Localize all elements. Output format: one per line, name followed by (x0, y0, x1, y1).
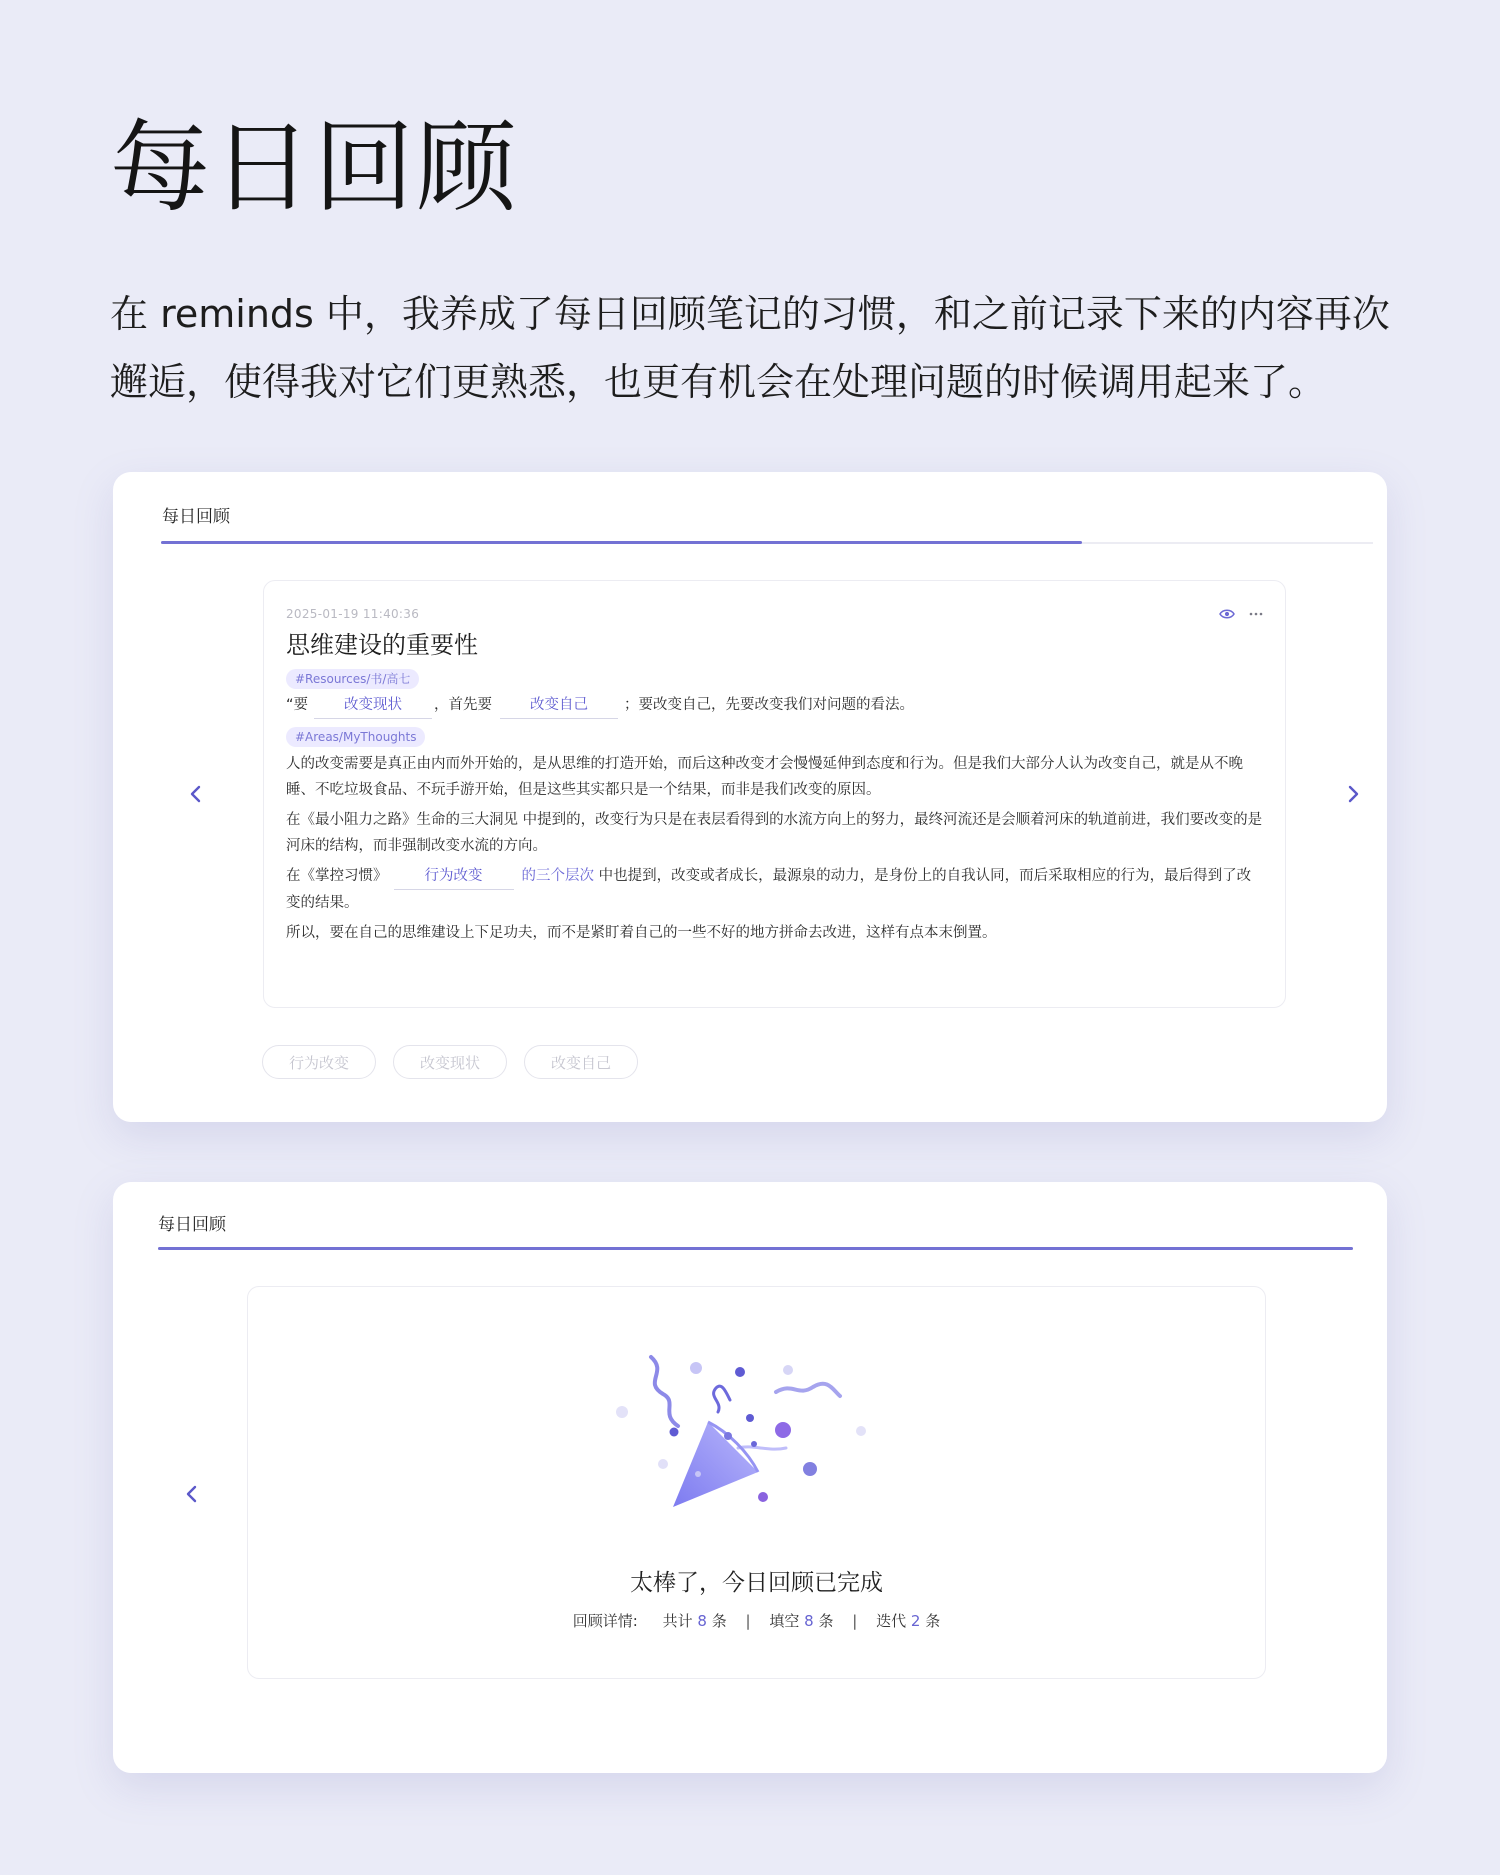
fill-in-line (286, 692, 1263, 719)
completion-panel (247, 1286, 1266, 1679)
chip-answer[interactable]: 改变现状 (393, 1045, 507, 1079)
intro-line-1: 在 reminds 中，我养成了每日回顾笔记的习惯，和之前记录下来的内容再次 (110, 292, 1390, 336)
stats-total-count: 8 (697, 1612, 707, 1630)
chip-answer[interactable]: 行为改变 (262, 1045, 376, 1079)
intro-line-2: 邂逅，使得我对它们更熟悉，也更有机会在处理问题的时候调用起来了。 (110, 360, 1327, 404)
stats-separator: | (745, 1612, 751, 1630)
eye-icon[interactable] (1219, 608, 1235, 620)
stats-iter-count: 2 (910, 1612, 921, 1630)
stats-label: 回顾详情: (572, 1612, 638, 1630)
blank-answer-1[interactable]: 改变现状 (314, 692, 432, 719)
next-button[interactable] (1338, 779, 1368, 809)
chevron-left-icon (189, 785, 203, 803)
note-card (263, 580, 1286, 1008)
page-title: 每日回顾 (110, 109, 518, 226)
note-paragraph-2 (286, 807, 1263, 859)
card-header-title: 每日回顾 (162, 507, 230, 527)
para2-prefix: 在《最小阻力之路》 (286, 812, 417, 828)
review-card-completed (113, 1182, 1387, 1773)
review-stats (248, 1610, 1265, 1631)
note-timestamp: 2025-01-19 11:40:36 (286, 607, 420, 621)
chevron-left-icon (185, 1485, 199, 1503)
prev-button[interactable] (181, 779, 211, 809)
line-prefix: “要 (286, 697, 309, 713)
stats-fill-label: 填空 (769, 1612, 800, 1630)
stats-total-unit: 条 (711, 1612, 727, 1630)
line-mid: ，首先要 (434, 697, 493, 713)
note-paragraph-1: 人的改变需要是真正由内而外开始的，是从思维的打造开始，而后这种改变才会慢慢延伸到态度和行为。但是我们大部分人认为改变自己，就是从不晚睡、不吃垃圾食品、不玩手游开始，但是这些其实都只是一个结果，而非是我们改变的原因。 (286, 756, 1243, 798)
party-popper-icon (608, 1352, 908, 1522)
para3-prefix: 在《掌控习惯》 (286, 868, 388, 884)
note-link-insights[interactable]: 生命的三大洞见 (416, 812, 518, 828)
para3-suffix: 中也提到，改变或者成长，最源泉的动力，是身份上的自我认同，而后采取相应的行为，最后得到了改变的结果。 (286, 868, 1252, 911)
progress-bar (161, 541, 1082, 544)
para2-suffix: 中提到的，改变行为只是在表层看得到的水流方向上的努力，最终河流还是会顺着河床的轨道前进，我们要改变的是河床的结构，而非强制改变水流的方向。 (286, 812, 1263, 854)
answer-chips (262, 1045, 638, 1079)
note-title: 思维建设的重要性 (286, 631, 478, 659)
progress-bar (158, 1247, 1353, 1250)
tag-resources[interactable]: #Resources/书/高七 (286, 669, 419, 689)
stats-iter-unit: 条 (925, 1612, 941, 1630)
card-header-title: 每日回顾 (158, 1215, 226, 1235)
chip-answer[interactable]: 改变自己 (524, 1045, 638, 1079)
note-link-levels[interactable]: 的三个层次 (521, 868, 594, 884)
intro-text (110, 280, 1410, 416)
more-icon[interactable] (1249, 611, 1263, 617)
stats-iter-label: 迭代 (876, 1612, 907, 1630)
review-card-in-progress (113, 472, 1387, 1122)
stats-separator: | (852, 1612, 858, 1630)
line-suffix: ；要改变自己，先要改变我们对问题的看法。 (624, 697, 915, 713)
blank-answer-2[interactable]: 改变自己 (500, 692, 618, 719)
stats-total-label: 共计 (662, 1612, 693, 1630)
chevron-right-icon (1346, 785, 1360, 803)
completion-title: 太棒了，今日回顾已完成 (630, 1570, 883, 1596)
prev-button[interactable] (177, 1479, 207, 1509)
note-paragraph-3 (286, 863, 1263, 916)
stats-fill-count: 8 (804, 1612, 814, 1630)
blank-answer-3[interactable]: 行为改变 (394, 863, 514, 890)
note-paragraph-4: 所以，要在自己的思维建设上下足功夫，而不是紧盯着自己的一些不好的地方拼命去改进，这样有点本末倒置。 (286, 925, 997, 941)
tag-areas[interactable]: #Areas/MyThoughts (286, 727, 425, 747)
stats-fill-unit: 条 (818, 1612, 834, 1630)
